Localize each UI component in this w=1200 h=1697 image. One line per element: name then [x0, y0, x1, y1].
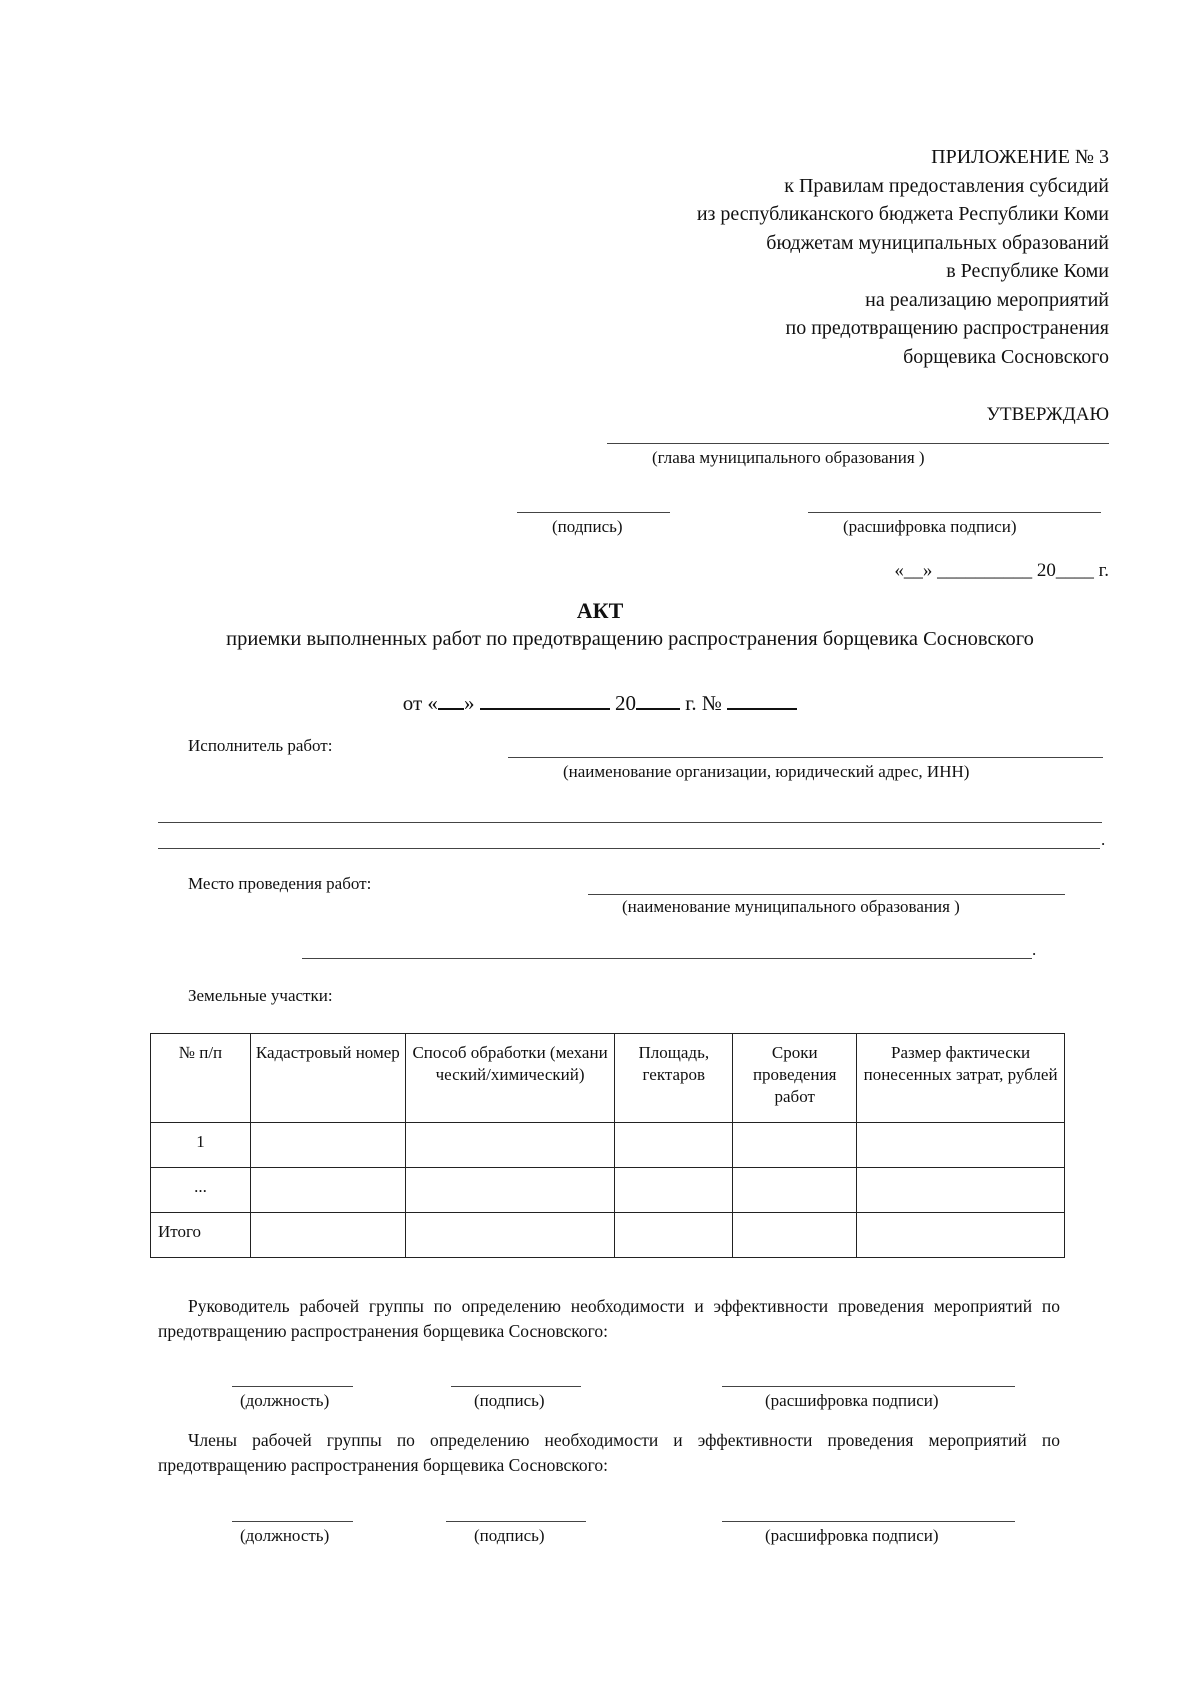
contractor-name-line[interactable]	[508, 757, 1103, 758]
row-number: ...	[151, 1168, 251, 1213]
row-number: 1	[151, 1123, 251, 1168]
table-cell[interactable]	[250, 1213, 405, 1258]
approval-decoding-caption: (расшифровка подписи)	[843, 517, 1017, 536]
act-date-century: 20	[614, 691, 636, 715]
approval-date: «__» __________ 20____ г.	[894, 560, 1109, 581]
appendix-header	[697, 143, 1109, 371]
appendix-line: из республиканского бюджета Республики Коми	[696, 203, 1109, 225]
act-number-blank[interactable]	[727, 686, 797, 710]
column-header: № п/п	[151, 1034, 251, 1123]
contractor-end-dot: .	[1101, 830, 1106, 849]
appendix-line: на реализацию мероприятий	[865, 288, 1109, 311]
head-decoding-caption: (расшифровка подписи)	[765, 1391, 939, 1410]
appendix-line: бюджетам муниципальных образований	[766, 231, 1109, 254]
total-label: Итого	[151, 1213, 251, 1258]
head-signature-caption: (подпись)	[474, 1391, 545, 1410]
location-extra-line[interactable]	[302, 958, 1032, 959]
group-members-text: Члены рабочей группы по определению необходимости и эффективности проведения мероприятий по предотвращению распространения борщевика Сосновского:	[158, 1430, 1060, 1475]
table-cell[interactable]	[733, 1123, 857, 1168]
member-signature-caption: (подпись)	[474, 1526, 545, 1545]
table-header-row	[151, 1034, 1065, 1123]
table-cell[interactable]	[615, 1213, 733, 1258]
group-members-paragraph	[158, 1428, 1060, 1478]
act-date-line	[0, 686, 1200, 716]
contractor-caption: (наименование организации, юридический адрес, ИНН)	[563, 762, 970, 781]
column-header: Сроки проведения работ	[733, 1034, 857, 1123]
head-position-caption: (должность)	[240, 1391, 330, 1410]
act-subtitle: приемки выполненных работ по предотвращению распространения борщевика Сосновского	[226, 628, 1034, 650]
act-year-blank[interactable]	[636, 686, 680, 710]
appendix-line: в Республике Коми	[946, 260, 1109, 282]
group-head-paragraph	[158, 1294, 1060, 1344]
table-total-row	[151, 1213, 1065, 1258]
appendix-line: ПРИЛОЖЕНИЕ № 3	[931, 146, 1109, 168]
land-plots-label: Земельные участки:	[188, 986, 333, 1005]
approval-signature-line[interactable]	[517, 512, 670, 513]
table-cell[interactable]	[405, 1168, 615, 1213]
column-header: Размер фактически понесенных затрат, рублей	[857, 1034, 1065, 1123]
table-cell[interactable]	[857, 1168, 1065, 1213]
table-cell[interactable]	[615, 1168, 733, 1213]
approval-signature-caption: (подпись)	[552, 517, 623, 536]
act-date-prefix: от «	[402, 691, 438, 715]
table-cell[interactable]	[405, 1213, 615, 1258]
approval-decoding-line[interactable]	[808, 512, 1101, 513]
group-head-text: Руководитель рабочей группы по определению необходимости и эффективности проведения мероприятий по предотвращению распространения борщевика Сосновского:	[158, 1296, 1060, 1341]
head-caption: (глава муниципального образования )	[652, 448, 925, 467]
contractor-extra-line-1[interactable]	[158, 822, 1102, 823]
appendix-line: по предотвращению распространения	[785, 317, 1109, 339]
head-position-line[interactable]	[232, 1386, 353, 1387]
act-day-blank[interactable]	[438, 686, 464, 710]
member-position-caption: (должность)	[240, 1526, 330, 1545]
appendix-line: борщевика Сосновского	[903, 345, 1109, 368]
contractor-extra-line-2[interactable]	[158, 848, 1100, 849]
table-row	[151, 1123, 1065, 1168]
appendix-line: к Правилам предоставления субсидий	[784, 174, 1109, 197]
table-cell[interactable]	[615, 1123, 733, 1168]
member-signature-line[interactable]	[446, 1521, 586, 1522]
column-header: Площадь, гектаров	[615, 1034, 733, 1123]
act-date-quote: »	[463, 691, 475, 715]
member-position-line[interactable]	[232, 1521, 353, 1522]
location-name-line[interactable]	[588, 894, 1065, 895]
act-month-blank[interactable]	[480, 686, 610, 710]
land-plots-table	[150, 1033, 1065, 1258]
table-cell[interactable]	[405, 1123, 615, 1168]
location-label: Место проведения работ:	[188, 874, 372, 893]
column-header: Способ обработки (механический/химический)	[405, 1034, 615, 1123]
table-cell[interactable]	[857, 1123, 1065, 1168]
table-cell[interactable]	[250, 1168, 405, 1213]
table-cell[interactable]	[733, 1168, 857, 1213]
head-signature-line[interactable]	[607, 443, 1109, 444]
act-title: АКТ	[576, 598, 624, 623]
member-decoding-line[interactable]	[722, 1521, 1015, 1522]
location-end-dot: .	[1032, 940, 1037, 959]
table-row	[151, 1168, 1065, 1213]
location-caption: (наименование муниципального образования )	[622, 897, 960, 916]
approval-label: УТВЕРЖДАЮ	[986, 404, 1109, 425]
act-date-suffix: г. №	[685, 691, 722, 715]
column-header: Кадастровый номер	[250, 1034, 405, 1123]
table-cell[interactable]	[857, 1213, 1065, 1258]
head-signature-line-2[interactable]	[451, 1386, 581, 1387]
table-cell[interactable]	[250, 1123, 405, 1168]
contractor-label: Исполнитель работ:	[188, 736, 333, 755]
member-decoding-caption: (расшифровка подписи)	[765, 1526, 939, 1545]
head-decoding-line[interactable]	[722, 1386, 1015, 1387]
table-cell[interactable]	[733, 1213, 857, 1258]
